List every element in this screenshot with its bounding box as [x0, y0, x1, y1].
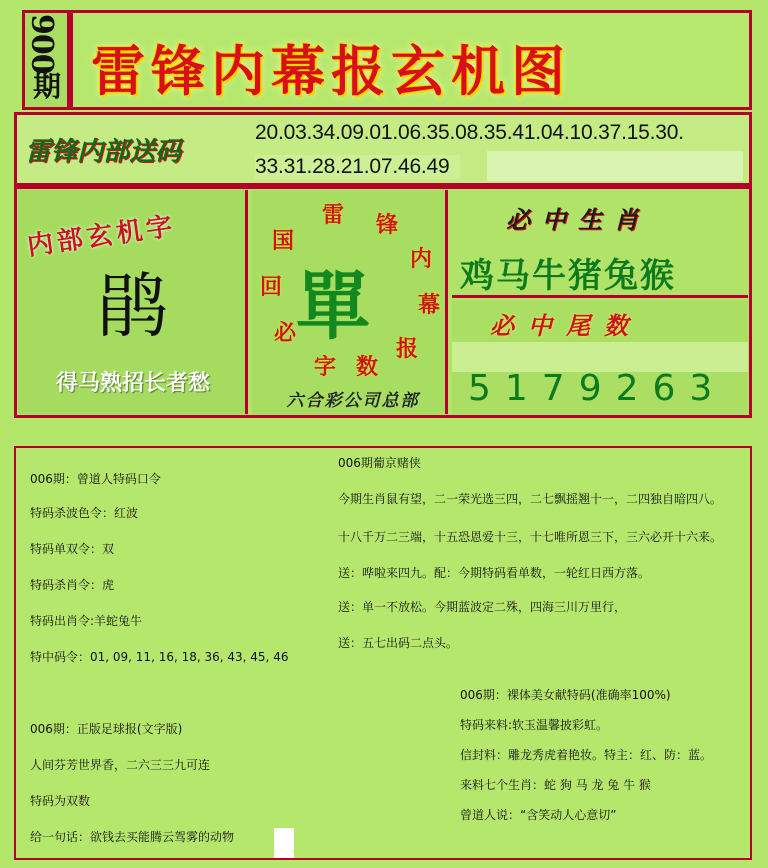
left-line: 006期：曾道人特码口令 — [30, 472, 161, 486]
zodiac-panel — [452, 190, 748, 298]
ring-char: 国 — [272, 228, 295, 254]
ring-char: 内 — [410, 246, 433, 272]
right-line: 送：单一不放松。今期蓝波定二殊，四海三川万里行， — [338, 600, 627, 614]
left-line: 特码单双令：双 — [30, 542, 115, 556]
issue-box — [22, 10, 70, 110]
numbers-line-2: 33.31.28.21.07.46.49 — [255, 155, 460, 179]
issue-suffix: 期 — [33, 70, 62, 103]
tail-number-label: 必中尾数 — [490, 311, 642, 340]
zodiac-values: 鸡马牛猪兔猴 — [460, 256, 676, 296]
left-line: 特中码令：01, 09, 11, 16, 18, 36, 43, 45, 46 — [30, 650, 289, 664]
right-line: 006期：裸体美女献特码(准确率100%) — [460, 688, 671, 702]
secret-character-poem: 得马熟招长者愁 — [55, 370, 210, 396]
right-line: 十八千万二三端，十五恐恩爱十三，十七唯所恩三下，三六必开十六来。 — [338, 530, 723, 544]
bottom-text-panel — [14, 446, 752, 860]
ring-char: 幕 — [418, 292, 441, 318]
left-line: 特码杀肖令：虎 — [30, 578, 115, 592]
ring-char: 锋 — [376, 212, 399, 238]
secret-character-label: 内部玄机字 — [25, 211, 179, 262]
numbers-blank-strip — [487, 151, 743, 181]
left-line: 给一句话：欲钱去买能腾云驾雾的动物 — [30, 830, 235, 844]
tail-number-panel — [452, 300, 748, 414]
right-line: 信封料：雕龙秀虎着艳妆。特主：红、防：蓝。 — [460, 748, 713, 762]
secret-character: 鹃 — [98, 265, 168, 347]
page-title: 雷锋内幕报玄机图 — [91, 39, 571, 103]
ring-char: 字 — [314, 354, 337, 380]
right-line: 006期葡京赌侠 — [338, 456, 421, 470]
single-double-panel — [252, 190, 448, 414]
big-character: 單 — [296, 264, 370, 350]
ring-char: 雷 — [322, 202, 345, 228]
title-banner — [70, 10, 752, 110]
ring-char: 回 — [260, 274, 283, 300]
numbers-row — [14, 112, 752, 186]
numbers-line-1: 20.03.34.09.01.06.35.08.35.41.04.10.37.15.30. — [255, 121, 684, 144]
secret-character-panel — [18, 190, 248, 414]
numbers-label: 雷锋内部送码 — [25, 137, 182, 167]
right-line: 今期生肖鼠有望，二一荣光选三四，二七飘摇翘十一，二四独自暗四八。 — [338, 492, 723, 506]
ring-char: 报 — [396, 336, 419, 362]
right-line: 曾道人说：“含笑动人心意切” — [460, 808, 617, 822]
ring-char: 必 — [274, 320, 297, 346]
zodiac-label: 必中生肖 — [506, 205, 650, 234]
right-line: 特码来料:软玉温馨披彩虹。 — [460, 718, 609, 732]
blank-patch — [274, 828, 294, 858]
left-line: 特码杀波色令：红波 — [30, 506, 139, 520]
right-line: 送：哗啦来四九。配：今期特码看单数，一轮红日西方落。 — [338, 566, 651, 580]
left-line: 特码出肖令:羊蛇兔牛 — [30, 614, 143, 628]
tail-number-values: 5179263 — [468, 368, 727, 409]
left-line: 特码为双数 — [30, 794, 91, 808]
right-line: 送：五七出码二点头。 — [338, 636, 459, 650]
ring-char: 数 — [356, 354, 379, 380]
company-footer: 六合彩公司总部 — [286, 391, 420, 411]
left-line: 006期：正版足球报(文字版) — [30, 722, 183, 736]
right-line: 来料七个生肖：蛇 狗 马 龙 兔 牛 猴 — [460, 778, 651, 792]
issue-number: 006 — [27, 15, 62, 75]
left-line: 人间芬芳世界香，二六三三九可连 — [30, 758, 211, 772]
